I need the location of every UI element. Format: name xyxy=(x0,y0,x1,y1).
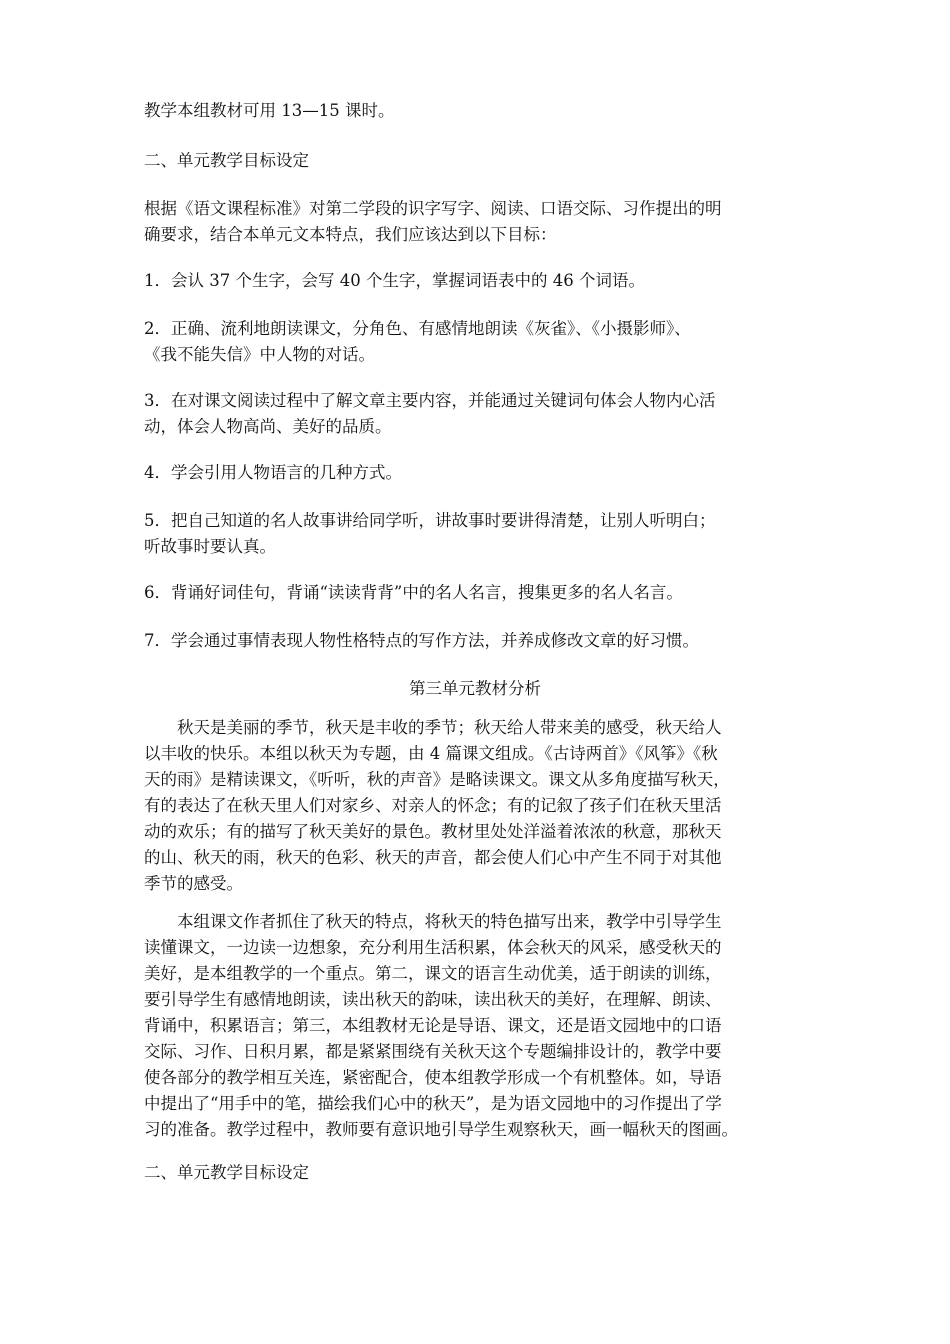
section-heading-goals xyxy=(144,148,812,174)
text-line: 的山、秋天的雨，秋天的色彩、秋天的声音，都会使人们心中产生不同于对其他 xyxy=(144,848,722,867)
text-line: 季节的感受。 xyxy=(144,874,243,893)
section-heading-goals-2 xyxy=(144,1160,812,1186)
text-line: 美好，是本组教学的一个重点。第二，课文的语言生动优美，适于朗读的训练， xyxy=(144,964,722,983)
text-line: 《我不能失信》中人物的对话。 xyxy=(144,345,375,364)
text-line: 交际、习作、日积月累，都是紧紧围绕有关秋天这个专题编排设计的，教学中要 xyxy=(144,1042,722,1061)
text-line: 秋天是美丽的季节，秋天是丰收的季节；秋天给人带来美的感受，秋天给人 xyxy=(177,718,722,737)
goal-item-4 xyxy=(144,460,812,486)
goal-item-1 xyxy=(144,268,812,294)
text-line: 以丰收的快乐。本组以秋天为专题，由 4 篇课文组成。《古诗两首》《风筝》《秋 xyxy=(144,744,718,763)
goal-item-2 xyxy=(144,316,812,368)
goal-item-6 xyxy=(144,580,812,606)
text-line: 二、单元教学目标设定 xyxy=(144,1163,309,1182)
goal-item-5 xyxy=(144,508,812,560)
text-line: 1．会认 37 个生字，会写 40 个生字，掌握词语表中的 46 个词语。 xyxy=(144,271,645,290)
text-line: 5．把自己知道的名人故事讲给同学听，讲故事时要讲得清楚，让别人听明白； xyxy=(144,511,716,530)
text-line: 2．正确、流利地朗读课文，分角色、有感情地朗读《灰雀》、《小摄影师》、 xyxy=(144,319,691,338)
text-line: 3．在对课文阅读过程中了解文章主要内容，并能通过关键词句体会人物内心活 xyxy=(144,391,716,410)
text-line: 背诵中，积累语言；第三，本组教材无论是导语、课文，还是语文园地中的口语 xyxy=(144,1016,722,1035)
text-line: 确要求，结合本单元文本特点，我们应该达到以下目标： xyxy=(144,225,557,244)
goal-item-3 xyxy=(144,388,812,440)
text-line: 习的准备。教学过程中，教师要有意识地引导学生观察秋天，画一幅秋天的图画。 xyxy=(144,1120,738,1139)
text-line: 动，体会人物高尚、美好的品质。 xyxy=(144,417,392,436)
text-line: 教学本组教材可用 13—15 课时。 xyxy=(144,101,395,120)
text-line: 有的表达了在秋天里人们对家乡、对亲人的怀念；有的记叙了孩子们在秋天里活 xyxy=(144,796,722,815)
section-title xyxy=(0,676,950,702)
text-line: 根据《语文课程标准》对第二学段的识字写字、阅读、口语交际、习作提出的明 xyxy=(144,199,722,218)
text-line: 6．背诵好词佳句，背诵“读读背背”中的名人名言，搜集更多的名人名言。 xyxy=(144,583,683,602)
text-line: 第三单元教材分析 xyxy=(409,679,541,698)
text-line: 使各部分的教学相互关连，紧密配合，使本组教学形成一个有机整体。如，导语 xyxy=(144,1068,722,1087)
text-line: 4．学会引用人物语言的几种方式。 xyxy=(144,463,402,482)
goals-intro-paragraph xyxy=(144,196,812,248)
text-line: 读懂课文，一边读一边想象，充分利用生活积累，体会秋天的风采，感受秋天的 xyxy=(144,938,722,957)
text-line: 7．学会通过事情表现人物性格特点的写作方法，并养成修改文章的好习惯。 xyxy=(144,631,699,650)
text-line: 听故事时要认真。 xyxy=(144,537,276,556)
text-line: 本组课文作者抓住了秋天的特点，将秋天的特色描写出来，教学中引导学生 xyxy=(177,912,722,931)
analysis-paragraph-2 xyxy=(144,909,812,1143)
text-line: 天的雨》是精读课文，《听听，秋的声音》是略读课文。课文从多角度描写秋天， xyxy=(144,770,730,789)
intro-line xyxy=(144,98,812,124)
text-line: 要引导学生有感情地朗读，读出秋天的韵味，读出秋天的美好，在理解、朗读、 xyxy=(144,990,722,1009)
text-line: 中提出了“用手中的笔，描绘我们心中的秋天”，是为语文园地中的习作提出了学 xyxy=(144,1094,722,1113)
text-line: 二、单元教学目标设定 xyxy=(144,151,309,170)
text-line: 动的欢乐；有的描写了秋天美好的景色。教材里处处洋溢着浓浓的秋意，那秋天 xyxy=(144,822,722,841)
goal-item-7 xyxy=(144,628,812,654)
analysis-paragraph-1 xyxy=(144,715,812,897)
